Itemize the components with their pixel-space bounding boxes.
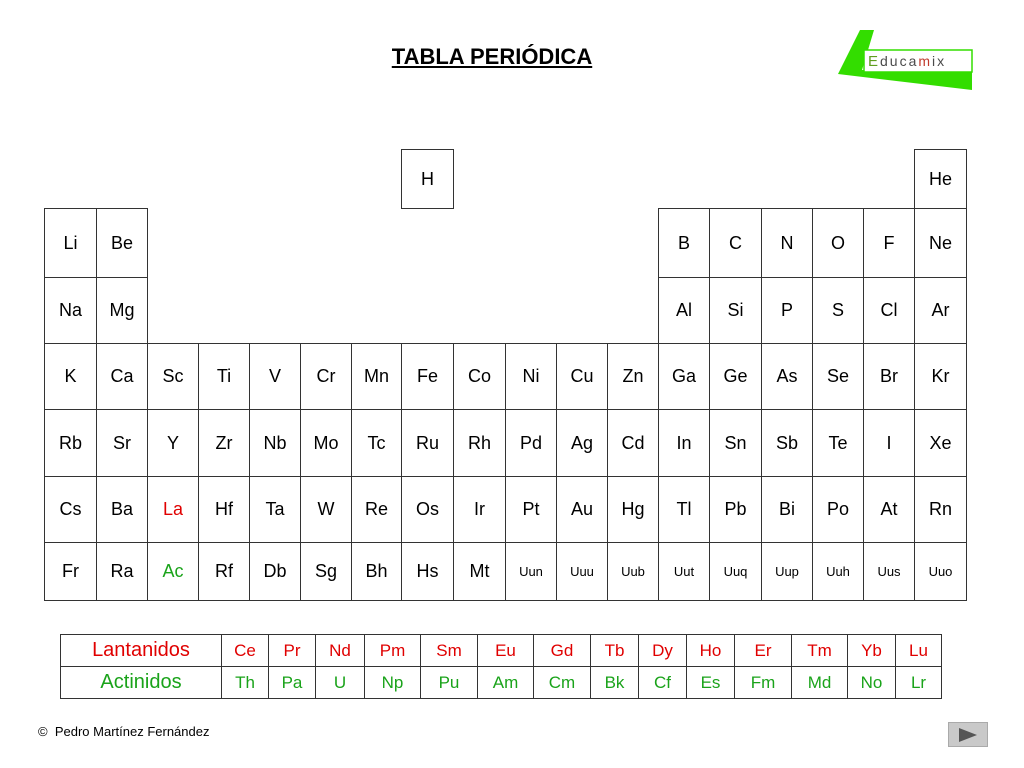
element-cs: Cs: [44, 476, 97, 543]
element-re: Re: [351, 476, 402, 543]
element-ar: Ar: [914, 277, 967, 344]
element-ba: Ba: [96, 476, 148, 543]
actinides-label: Actinidos: [61, 667, 222, 699]
element-ce: Ce: [222, 635, 269, 667]
element-ru: Ru: [401, 409, 454, 477]
element-pr: Pr: [269, 635, 316, 667]
element-lr: Lr: [896, 667, 942, 699]
element-hs: Hs: [401, 542, 454, 601]
element-pd: Pd: [505, 409, 557, 477]
element-as: As: [761, 343, 813, 410]
element-w: W: [300, 476, 352, 543]
next-button[interactable]: [948, 722, 988, 747]
element-uus: Uus: [863, 542, 915, 601]
element-es: Es: [687, 667, 735, 699]
element-si: Si: [709, 277, 762, 344]
play-triangle-icon: [957, 727, 979, 743]
element-th: Th: [222, 667, 269, 699]
element-n: N: [761, 208, 813, 278]
element-al: Al: [658, 277, 710, 344]
element-fe: Fe: [401, 343, 454, 410]
element-bh: Bh: [351, 542, 402, 601]
element-sn: Sn: [709, 409, 762, 477]
element-tc: Tc: [351, 409, 402, 477]
element-pb: Pb: [709, 476, 762, 543]
element-y: Y: [147, 409, 199, 477]
element-cm: Cm: [534, 667, 591, 699]
element-i: I: [863, 409, 915, 477]
element-te: Te: [812, 409, 864, 477]
element-s: S: [812, 277, 864, 344]
element-tb: Tb: [591, 635, 639, 667]
element-hf: Hf: [198, 476, 250, 543]
element-nd: Nd: [316, 635, 365, 667]
element-pt: Pt: [505, 476, 557, 543]
element-he: He: [914, 149, 967, 209]
element-pm: Pm: [365, 635, 421, 667]
element-mt: Mt: [453, 542, 506, 601]
element-br: Br: [863, 343, 915, 410]
element-md: Md: [792, 667, 848, 699]
element-po: Po: [812, 476, 864, 543]
element-rh: Rh: [453, 409, 506, 477]
element-tl: Tl: [658, 476, 710, 543]
element-uup: Uup: [761, 542, 813, 601]
element-zr: Zr: [198, 409, 250, 477]
element-mo: Mo: [300, 409, 352, 477]
element-be: Be: [96, 208, 148, 278]
actinides-row: [61, 667, 942, 699]
element-no: No: [848, 667, 896, 699]
element-uuh: Uuh: [812, 542, 864, 601]
element-f: F: [863, 208, 915, 278]
element-cf: Cf: [639, 667, 687, 699]
element-h: H: [401, 149, 454, 209]
element-lu: Lu: [896, 635, 942, 667]
element-o: O: [812, 208, 864, 278]
element-cd: Cd: [607, 409, 659, 477]
element-la: La: [147, 476, 199, 543]
element-ac: Ac: [147, 542, 199, 601]
element-pa: Pa: [269, 667, 316, 699]
element-k: K: [44, 343, 97, 410]
element-cu: Cu: [556, 343, 608, 410]
element-nb: Nb: [249, 409, 301, 477]
element-yb: Yb: [848, 635, 896, 667]
element-db: Db: [249, 542, 301, 601]
element-mn: Mn: [351, 343, 402, 410]
element-bi: Bi: [761, 476, 813, 543]
copyright: [38, 724, 209, 739]
element-dy: Dy: [639, 635, 687, 667]
element-fr: Fr: [44, 542, 97, 601]
element-rb: Rb: [44, 409, 97, 477]
element-os: Os: [401, 476, 454, 543]
element-u: U: [316, 667, 365, 699]
page-title: TABLA PERIÓDICA: [391, 44, 593, 69]
logo-text: Educamix: [868, 53, 947, 70]
element-ti: Ti: [198, 343, 250, 410]
element-li: Li: [44, 208, 97, 278]
element-cr: Cr: [300, 343, 352, 410]
element-co: Co: [453, 343, 506, 410]
element-hg: Hg: [607, 476, 659, 543]
element-pu: Pu: [421, 667, 478, 699]
element-uuu: Uuu: [556, 542, 608, 601]
element-se: Se: [812, 343, 864, 410]
element-ge: Ge: [709, 343, 762, 410]
element-uuq: Uuq: [709, 542, 762, 601]
element-np: Np: [365, 667, 421, 699]
element-am: Am: [478, 667, 534, 699]
element-in: In: [658, 409, 710, 477]
element-er: Er: [735, 635, 792, 667]
element-c: C: [709, 208, 762, 278]
element-bk: Bk: [591, 667, 639, 699]
element-rn: Rn: [914, 476, 967, 543]
element-ca: Ca: [96, 343, 148, 410]
element-na: Na: [44, 277, 97, 344]
inner-transition-series: [60, 634, 942, 699]
element-cl: Cl: [863, 277, 915, 344]
element-ag: Ag: [556, 409, 608, 477]
element-ho: Ho: [687, 635, 735, 667]
element-mg: Mg: [96, 277, 148, 344]
element-ir: Ir: [453, 476, 506, 543]
element-p: P: [761, 277, 813, 344]
element-uuo: Uuo: [914, 542, 967, 601]
element-zn: Zn: [607, 343, 659, 410]
element-ra: Ra: [96, 542, 148, 601]
element-v: V: [249, 343, 301, 410]
element-b: B: [658, 208, 710, 278]
element-eu: Eu: [478, 635, 534, 667]
element-kr: Kr: [914, 343, 967, 410]
element-tm: Tm: [792, 635, 848, 667]
element-sm: Sm: [421, 635, 478, 667]
copyright-symbol: ©: [38, 724, 48, 739]
element-sr: Sr: [96, 409, 148, 477]
element-sb: Sb: [761, 409, 813, 477]
element-uun: Uun: [505, 542, 557, 601]
lanthanides-row: [61, 635, 942, 667]
element-fm: Fm: [735, 667, 792, 699]
element-uut: Uut: [658, 542, 710, 601]
element-ga: Ga: [658, 343, 710, 410]
element-ne: Ne: [914, 208, 967, 278]
element-au: Au: [556, 476, 608, 543]
author: Pedro Martínez Fernández: [54, 724, 210, 739]
lanthanides-label: Lantanidos: [61, 635, 222, 667]
element-xe: Xe: [914, 409, 967, 477]
element-uub: Uub: [607, 542, 659, 601]
element-ta: Ta: [249, 476, 301, 543]
element-sg: Sg: [300, 542, 352, 601]
element-rf: Rf: [198, 542, 250, 601]
element-at: At: [863, 476, 915, 543]
element-sc: Sc: [147, 343, 199, 410]
element-ni: Ni: [505, 343, 557, 410]
element-gd: Gd: [534, 635, 591, 667]
